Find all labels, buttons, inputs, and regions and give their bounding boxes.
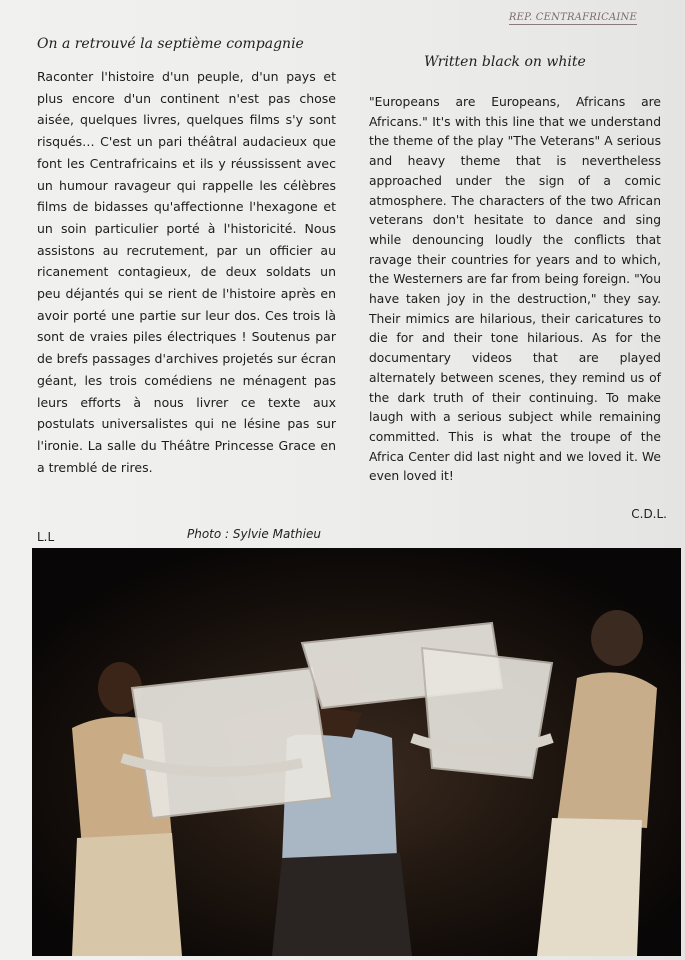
section-tag: REP. CENTRAFRICAINE xyxy=(508,12,637,23)
article-left-author: L.L xyxy=(37,530,55,544)
article-right-author: C.D.L. xyxy=(631,507,667,521)
photo-credit: Photo : Sylvie Mathieu xyxy=(187,527,321,541)
stage-photo xyxy=(32,548,681,956)
stage-photo-illustration xyxy=(32,548,681,956)
article-left-title: On a retrouvé la septième compagnie xyxy=(37,36,304,52)
article-left-body: Raconter l'histoire d'un peuple, d'un pays et plus encore d'un continent n'est pas chose aisée, quelques livres, quelques films s'y sont risqués… C'est un pari théâtral audacieux que font les Centrafricains et ils y réussissent avec un humour ravageur qui rappelle les célèbres films de bidasses qu'affectionne l'hexagone et un soin particulier porté à l'historicité. Nous assistons au recrutement, par un officier au ricanement contagieux, de deux soldats un peu déjantés qui se rient de l'histoire après en avoir porté une partie sur leur dos. Ces trois là sont de vraies piles électriques ! Soutenus par de brefs passages d'archives projetés sur écran géant, les trois comédiens ne ménagent pas leurs efforts à nous livrer ce texte aux postulats universalistes qui ne lésine pas sur l'ironie. La salle du Théâtre Princesse Grace en a tremblé de rires. xyxy=(37,69,336,475)
article-right-body: "Europeans are Europeans, Africans are Africans." It's with this line that we understand the theme of the play "The Veterans" A serious and heavy theme that is nevertheless approached under the sign of a comic atmosphere. The characters of the two African veterans don't hesitate to dance and sing while denouncing loudly the conflicts that ravage their countries for years and to which, the Westerners are far from being foreign. "You have taken joy in the destruction," they say. Their mimics are hilarious, their caricatures to die for and their tone hilarious. As for the documentary videos that are played alternately between scenes, they remind us of the dark truth of their continuing. To make laugh with a serious subject while remaining committed. This is what the troupe of the Africa Center did last night and we loved it. We even loved it! xyxy=(369,95,661,484)
article-right-title: Written black on white xyxy=(424,54,586,70)
